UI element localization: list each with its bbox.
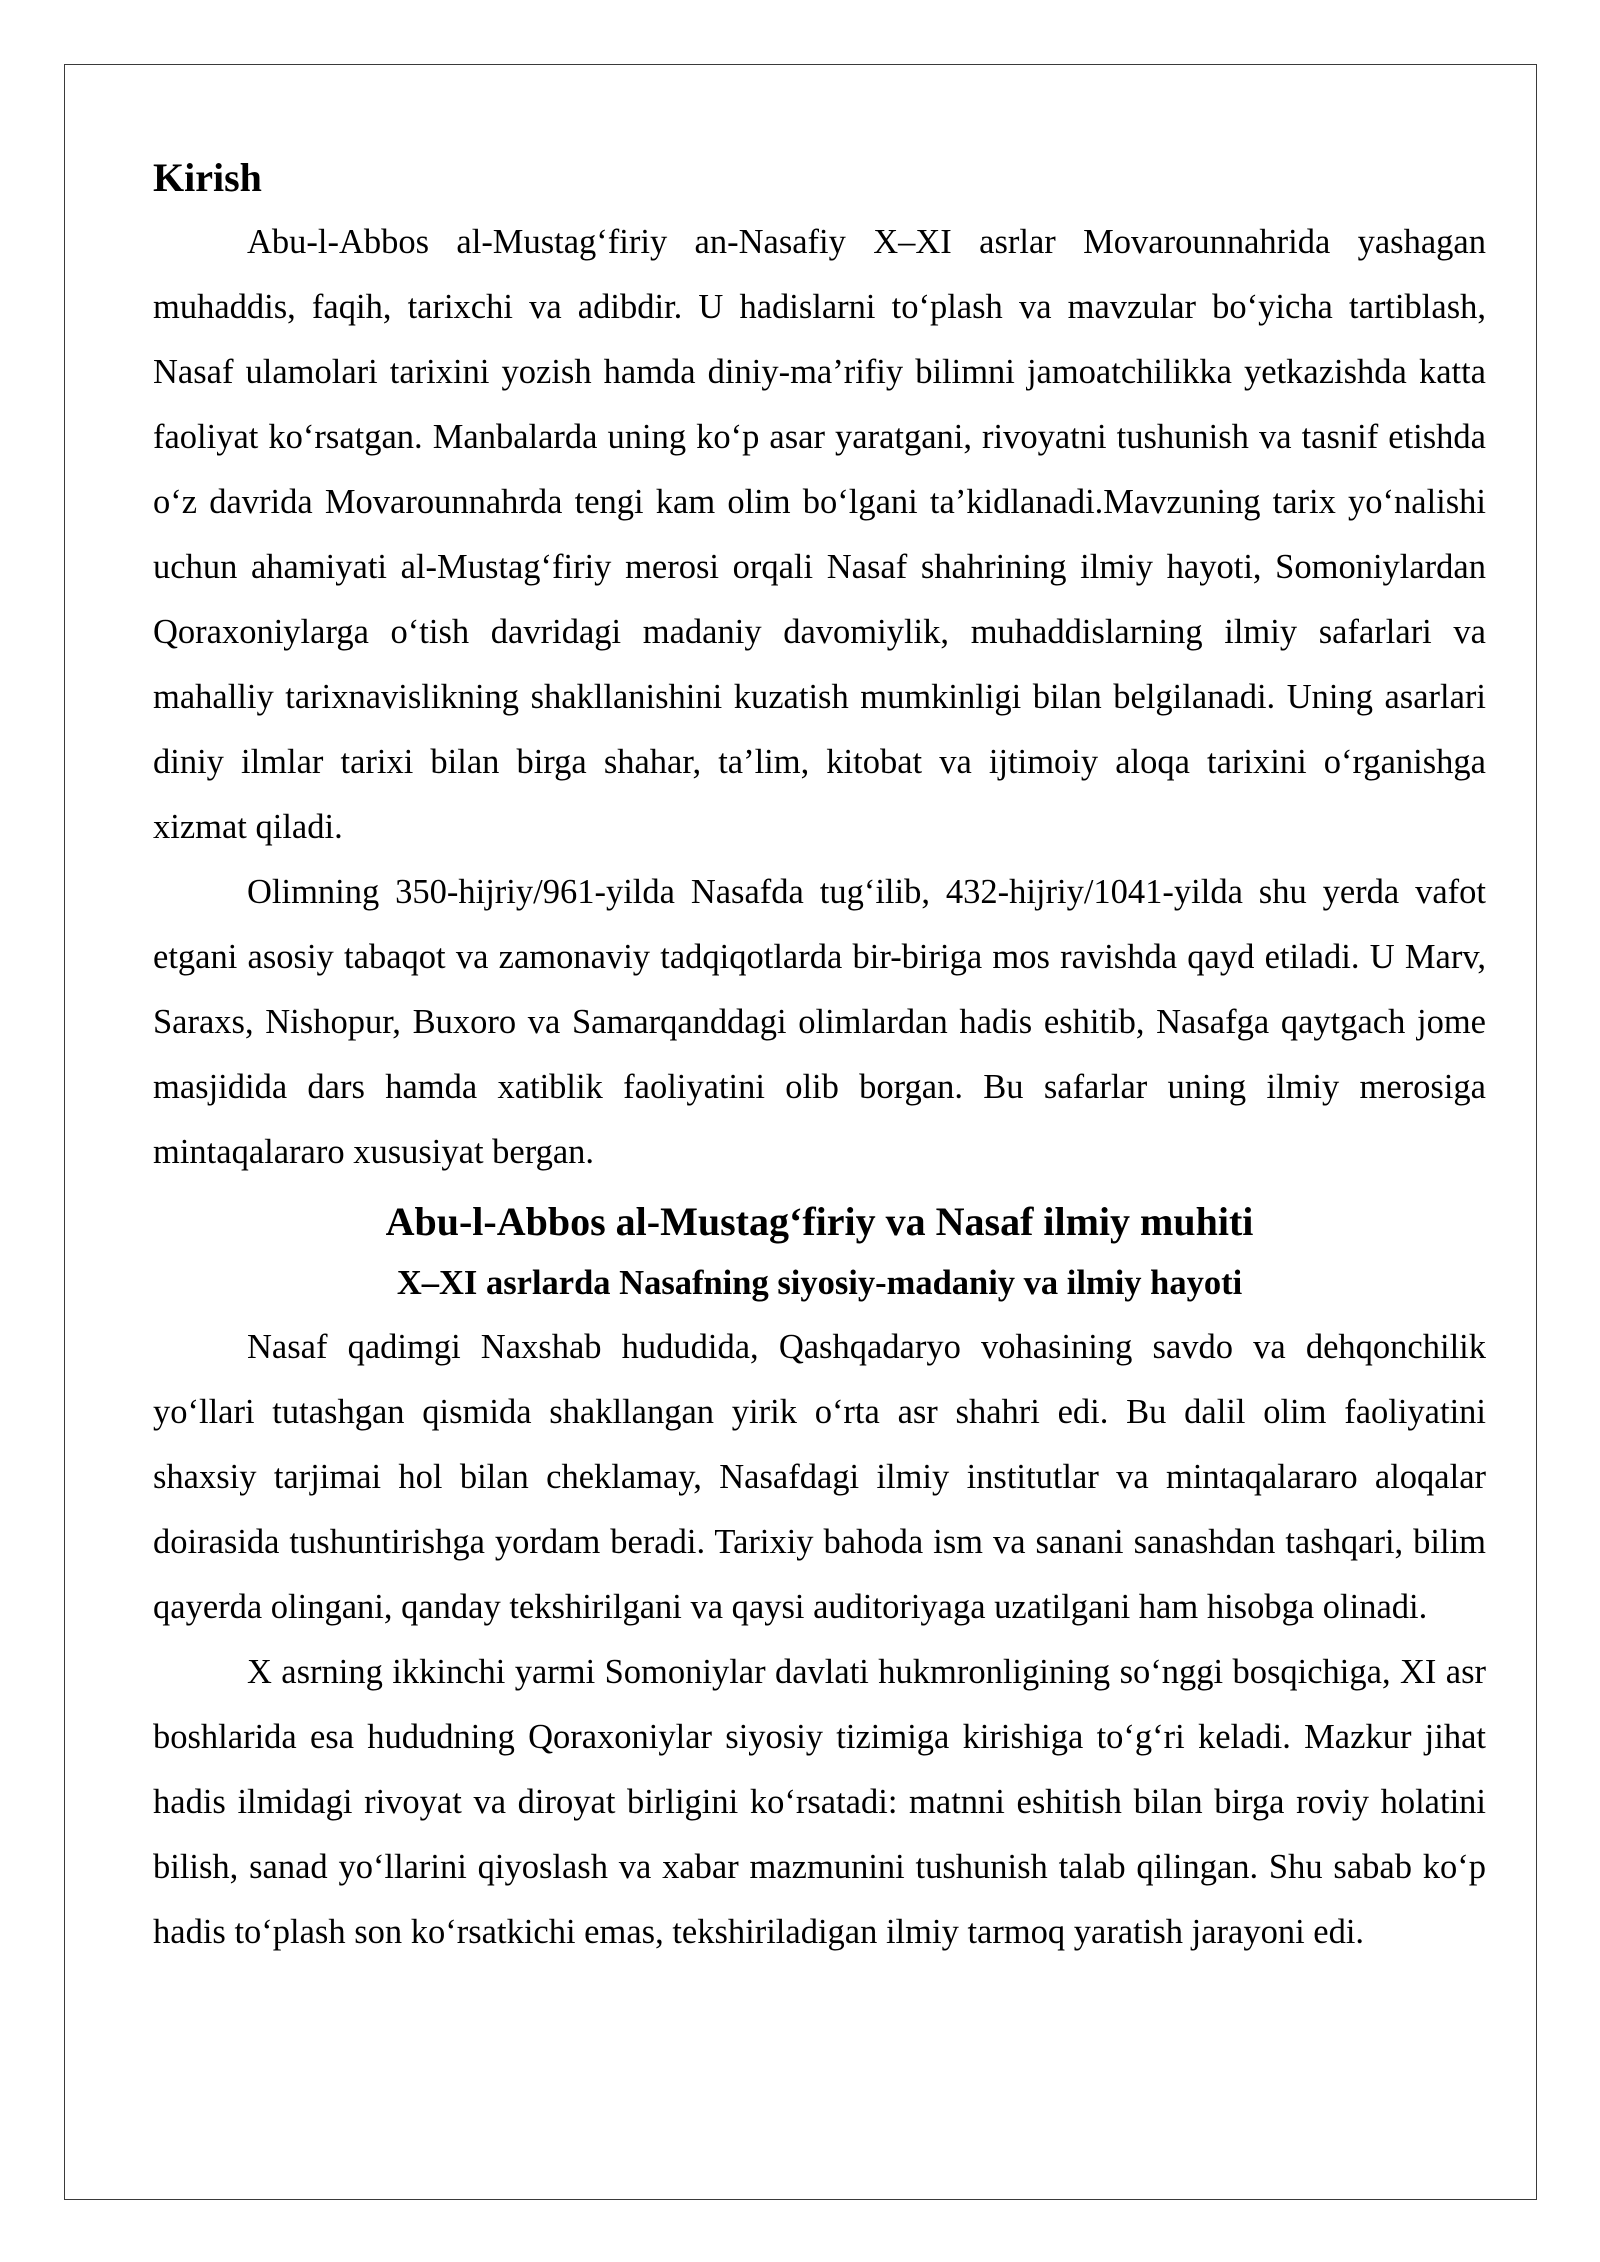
section-paragraph-1: Nasaf qadimgi Naxshab hududida, Qashqadaryo vohasining savdo va dehqonchilik yo‘llari tutashgan qismida shakllangan yirik o‘rta asr shahri edi. Bu dalil olim faoliyatini shaxsiy tarjimai hol bilan cheklamay, Nasafdagi ilmiy institutlar va mintaqalararo aloqalar doirasida tushuntirishga yordam beradi. Tarixiy bahoda ism va sanani sanashdan tashqari, bilim qayerda olingani, qanday tekshirilgani va qaysi auditoriyaga uzatilgani ham hisobga olinadi. [153,1328,1486,1626]
section-paragraph-2: X asrning ikkinchi yarmi Somoniylar davlati hukmronligining so‘nggi bosqichiga, XI asr boshlarida esa hududning Qoraxoniylar siyosiy tizimiga kirishiga to‘g‘ri keladi. Mazkur jihat hadis ilmidagi rivoyat va diroyat birligini ko‘rsatadi: matnni eshitish bilan birga roviy holatini bilish, sanad yo‘llarini qiyoslash va xabar mazmunini tushunish talab qilingan. Shu sabab ko‘p hadis to‘plash son ko‘rsatkichi emas, tekshiriladigan ilmiy tarmoq yaratish jarayoni edi. [153,1653,1486,1951]
section-heading: Abu-l-Abbos al-Mustag‘firiy va Nasaf ilmiy muhiti [385,1199,1254,1244]
intro-heading: Kirish [153,155,262,200]
subsection-heading: X–XI asrlarda Nasafning siyosiy-madaniy va ilmiy hayoti [396,1264,1243,1302]
document-body [153,150,1486,1965]
intro-paragraph-2: Olimning 350-hijriy/961-yilda Nasafda tug‘ilib, 432-hijriy/1041-yilda shu yerda vafot etgani asosiy tabaqot va zamonaviy tadqiqotlarda bir-biriga mos ravishda qayd etiladi. U Marv, Saraxs, Nishopur, Buxoro va Samarqanddagi olimlardan hadis eshitib, Nasafga qaytgach jome masjidida dars hamda xatiblik faoliyatini olib borgan. Bu safarlar uning ilmiy merosiga mintaqalararo xususiyat bergan. [153,873,1486,1171]
intro-paragraph-1: Abu-l-Abbos al-Mustag‘firiy an-Nasafiy X–XI asrlar Movarounnahrida yashagan muhaddis, faqih, tarixchi va adibdir. U hadislarni to‘plash va mavzular bo‘yicha tartiblash, Nasaf ulamolari tarixini yozish hamda diniy-ma’rifiy bilimni jamoatchilikka yetkazishda katta faoliyat ko‘rsatgan. Manbalarda uning ko‘p asar yaratgani, rivoyatni tushunish va tasnif etishda o‘z davrida Movarounnahrda tengi kam olim bo‘lgani ta’kidlanadi.Mavzuning tarix yo‘nalishi uchun ahamiyati al-Mustag‘firiy merosi orqali Nasaf shahrining ilmiy hayoti, Somoniylardan Qoraxoniylarga o‘tish davridagi madaniy davomiylik, muhaddislarning ilmiy safarlari va mahalliy tarixnavislikning shakllanishini kuzatish mumkinligi bilan belgilanadi. Uning asarlari diniy ilmlar tarixi bilan birga shahar, ta’lim, kitobat va ijtimoiy aloqa tarixini o‘rganishga xizmat qiladi. [153,223,1486,846]
